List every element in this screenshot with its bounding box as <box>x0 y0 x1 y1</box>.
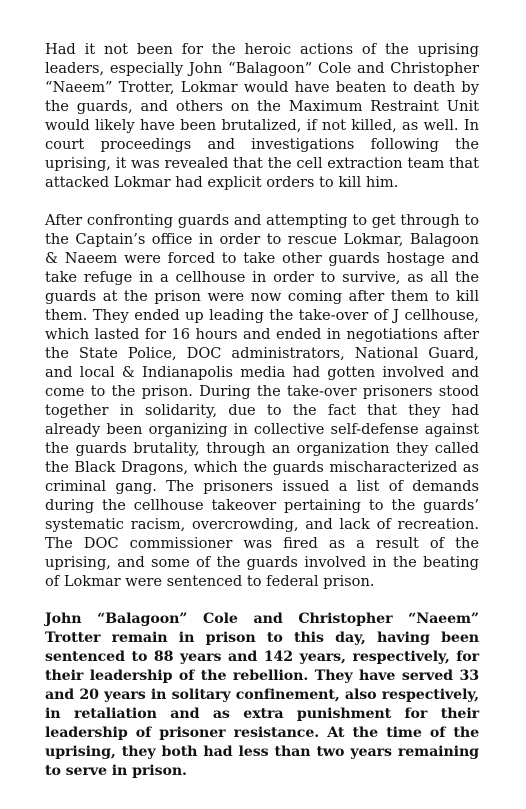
document-page <box>45 40 479 800</box>
paragraph-3-bold: John “Balagoon” Cole and Christopher “Naeem” Trotter remain in prison to this day, having been sentenced to 88 years and 142 years, respectively, for their leadership of the rebellion. They have served 33 and 20 years in solitary confinement, also respectively, in retaliation and as extra punishment for their leadership of prisoner resistance. At the time of the uprising, they both had less than two years remaining to serve in prison. <box>45 611 479 779</box>
paragraph-2: After confronting guards and attempting to get through to the Captain’s office in order to rescue Lokmar, Balagoon & Naeem were forced to take other guards hostage and take refuge in a cellhouse in order to survive, as all the guards at the prison were now coming after them to kill them. They ended up leading the take-over of J cellhouse, which lasted for 16 hours and ended in negotiations after the State Police, DOC administrators, National Guard, and local & Indianapolis media had gotten involved and come to the prison. During the take-over prisoners stood together in solidarity, due to the fact that they had already been organizing in collective self-defense against the guards brutality, through an organization they called the Black Dragons, which the guards mischaracterized as criminal gang. The prisoners issued a list of demands during the cellhouse takeover pertaining to the guards’ systematic racism, overcrowding, and lack of recreation. The DOC commissioner was fired as a result of the uprising, and some of the guards involved in the beating of Lokmar were sentenced to federal prison. <box>45 212 479 590</box>
paragraph-1: Had it not been for the heroic actions of the uprising leaders, especially John “Balagoon” Cole and Christopher “Naeem” Trotter, Lokmar would have beaten to death by the guards, and others on the Maximum Restraint Unit would likely have been brutalized, if not killed, as well. In court proceedings and investigations following the uprising, it was revealed that the cell extraction team that attacked Lokmar had explicit orders to kill him. <box>45 41 479 191</box>
